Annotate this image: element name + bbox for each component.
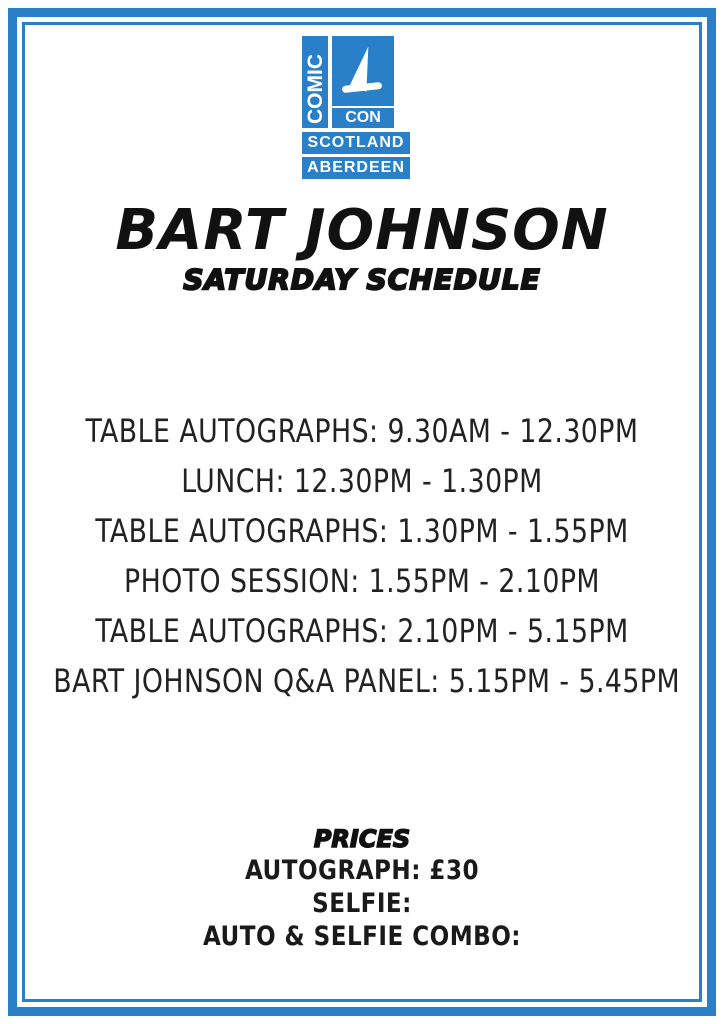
guest-name-title: BART JOHNSON xyxy=(115,198,609,263)
prices-title: PRICES xyxy=(313,825,411,853)
schedule-item: TABLE AUTOGRAPHS: 2.10PM - 5.15PM xyxy=(95,612,629,650)
logo-con-text: CON xyxy=(345,109,381,126)
logo-scotland-block xyxy=(302,132,410,154)
schedule-subtitle: SATURDAY SCHEDULE xyxy=(183,263,541,296)
schedule-item: TABLE AUTOGRAPHS: 9.30AM - 12.30PM xyxy=(85,412,639,450)
schedule-item: PHOTO SESSION: 1.55PM - 2.10PM xyxy=(123,562,600,600)
logo-aberdeen-text: ABERDEEN xyxy=(307,159,405,176)
price-item: AUTO & SELFIE COMBO: xyxy=(202,921,522,952)
logo-scotland-text: SCOTLAND xyxy=(307,134,405,151)
logo-con-block xyxy=(332,108,394,128)
logo-comic-block xyxy=(302,36,328,128)
schedule-item: TABLE AUTOGRAPHS: 1.30PM - 1.55PM xyxy=(95,512,629,550)
pen-nib-icon xyxy=(332,36,394,106)
comic-con-scotland-logo xyxy=(302,36,422,186)
price-item: SELFIE: xyxy=(312,888,412,919)
prices-section xyxy=(30,824,694,953)
pen-stroke-shape xyxy=(342,82,383,93)
poster-content xyxy=(30,30,694,994)
price-item: AUTOGRAPH: £30 xyxy=(244,855,480,886)
logo-comic-text: COMIC xyxy=(304,54,327,124)
schedule-item: BART JOHNSON Q&A PANEL: 5.15PM - 5.45PM xyxy=(53,662,681,700)
schedule-item: LUNCH: 12.30PM - 1.30PM xyxy=(181,462,543,500)
schedule-list xyxy=(30,406,694,706)
logo-aberdeen-block xyxy=(302,157,410,179)
